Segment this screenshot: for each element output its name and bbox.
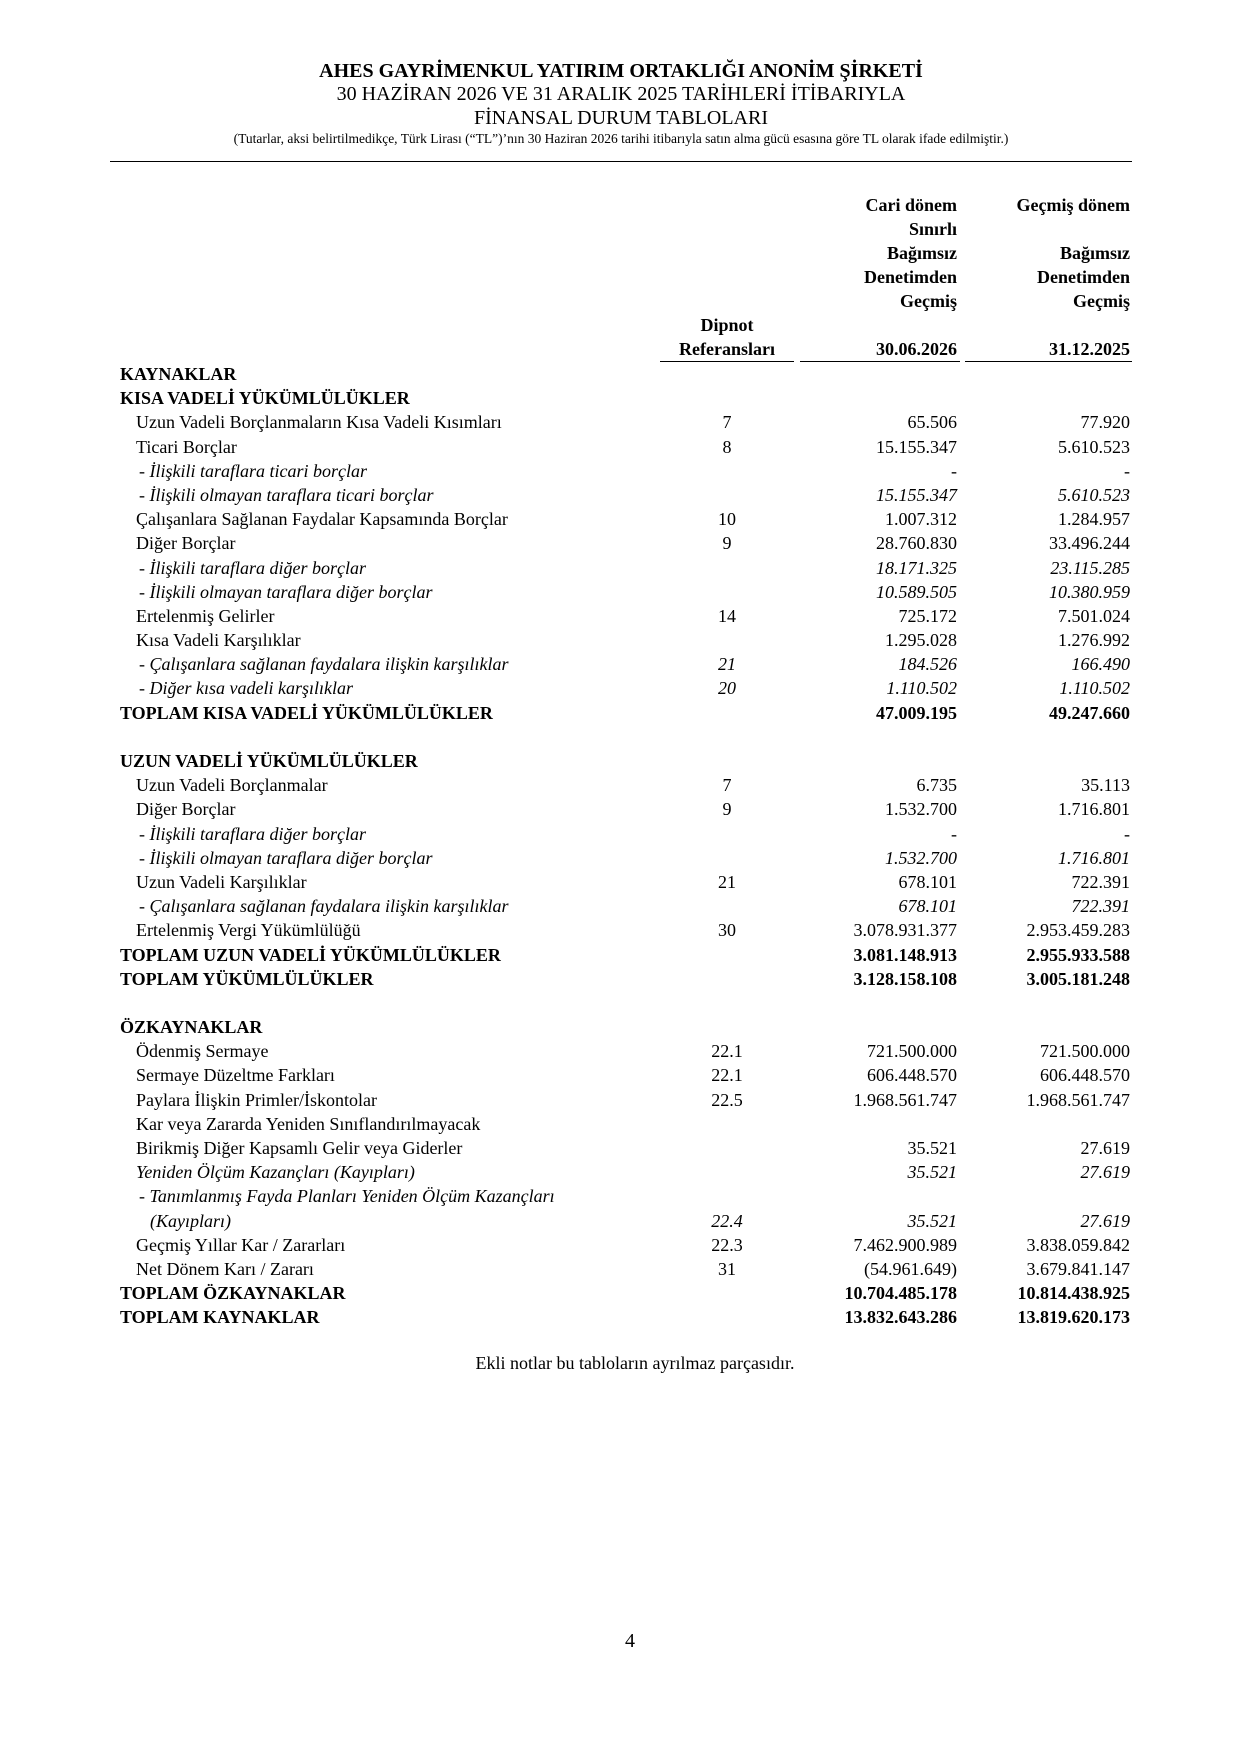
row-previous-value: 722.391	[1071, 896, 1130, 917]
row-note-ref: 22.4	[711, 1210, 743, 1231]
row-current-value: 725.172	[898, 605, 957, 626]
row-label: Birikmiş Diğer Kapsamlı Gelir veya Giderler	[136, 1138, 463, 1158]
row-label: - Tanımlanmış Fayda Planları Yeniden Ölçüm Kazançları	[139, 1186, 555, 1207]
row-current-value: 184.526	[898, 654, 957, 675]
row-label: - İlişkili taraflara diğer borçlar	[139, 557, 366, 578]
note-heading-line: Dipnot	[700, 315, 754, 335]
section-heading-row	[0, 362, 1241, 386]
row-label: Kısa Vadeli Karşılıklar	[136, 630, 301, 651]
table-row	[0, 1063, 1241, 1087]
row-current-value: 28.760.830	[876, 533, 957, 554]
current-heading-line: Sınırlı	[908, 219, 957, 239]
row-label: Uzun Vadeli Borçlanmalar	[136, 775, 328, 796]
row-previous-value: 1.276.992	[1058, 630, 1130, 651]
row-current-value: 35.521	[907, 1162, 957, 1183]
row-previous-value: -	[1124, 823, 1130, 844]
table-row	[0, 507, 1241, 531]
table-row	[0, 797, 1241, 821]
row-label: TOPLAM KAYNAKLAR	[120, 1307, 320, 1328]
row-label: Ertelenmiş Vergi Yükümlülüğü	[136, 920, 361, 941]
row-previous-value: 10.380.959	[1049, 581, 1130, 602]
row-previous-value: 27.619	[1080, 1138, 1130, 1158]
previous-heading-line: Bağımsız	[1060, 243, 1130, 263]
row-current-value: 1.968.561.747	[853, 1089, 957, 1110]
table-row	[0, 435, 1241, 459]
section-heading-row	[0, 1015, 1241, 1039]
row-label: - Çalışanlara sağlanan faydalara ilişkin karşılıklar	[139, 654, 509, 675]
row-current-value: 678.101	[898, 871, 957, 892]
row-note-ref: 21	[718, 871, 736, 892]
table-row	[0, 1136, 1241, 1160]
table-row	[0, 531, 1241, 555]
table-row	[0, 1233, 1241, 1257]
row-label: - Diğer kısa vadeli karşılıklar	[139, 678, 353, 699]
row-label: Sermaye Düzeltme Farkları	[136, 1065, 335, 1086]
row-current-value: 3.081.148.913	[853, 944, 957, 965]
row-previous-value: 1.110.502	[1059, 678, 1130, 699]
note-reference-heading	[662, 313, 792, 361]
row-previous-value: 3.838.059.842	[1026, 1234, 1130, 1255]
table-row	[0, 846, 1241, 870]
row-note-ref: 22.1	[711, 1041, 743, 1062]
table-row	[0, 1257, 1241, 1281]
row-previous-value: 5.610.523	[1058, 436, 1130, 457]
table-row	[0, 1209, 1241, 1233]
total-row	[0, 1281, 1241, 1305]
current-date: 30.06.2026	[876, 339, 957, 359]
row-previous-value: 606.448.570	[1040, 1065, 1130, 1086]
table-row	[0, 1088, 1241, 1112]
row-current-value: 721.500.000	[867, 1041, 957, 1062]
row-label: Ertelenmiş Gelirler	[136, 605, 275, 626]
row-current-value: 35.521	[907, 1210, 957, 1231]
row-note-ref: 30	[718, 920, 736, 941]
row-current-value: 10.589.505	[876, 581, 957, 602]
row-note-ref: 21	[718, 654, 736, 675]
row-note-ref: 31	[718, 1258, 736, 1279]
total-row	[0, 701, 1241, 725]
row-label: TOPLAM KISA VADELİ YÜKÜMLÜLÜKLER	[120, 702, 493, 723]
previous-period-heading	[960, 193, 1130, 313]
row-label: TOPLAM ÖZKAYNAKLAR	[120, 1283, 346, 1304]
row-note-ref: 8	[722, 436, 732, 457]
row-label: Ticari Borçlar	[136, 436, 237, 457]
row-label: KISA VADELİ YÜKÜMLÜLÜKLER	[120, 388, 410, 409]
table-row	[0, 410, 1241, 434]
row-label: - Çalışanlara sağlanan faydalara ilişkin karşılıklar	[139, 896, 509, 917]
row-current-value: 1.110.502	[886, 678, 957, 699]
row-previous-value: 1.716.801	[1058, 799, 1130, 820]
spacer-row	[0, 725, 1241, 749]
table-row	[0, 894, 1241, 918]
current-heading-line: Geçmiş	[900, 291, 957, 311]
row-current-value: 1.532.700	[885, 799, 957, 820]
row-note-ref: 10	[718, 509, 736, 530]
table-row	[0, 822, 1241, 846]
row-current-value: -	[951, 460, 957, 481]
row-previous-value: 7.501.024	[1058, 605, 1130, 626]
balance-sheet-table	[0, 362, 1241, 1330]
row-current-value: 35.521	[907, 1138, 957, 1158]
row-label: Uzun Vadeli Karşılıklar	[136, 871, 307, 892]
note-heading-line: Referansları	[679, 339, 775, 359]
row-note-ref: 22.5	[711, 1089, 743, 1110]
statement-title: FİNANSAL DURUM TABLOLARI	[474, 107, 768, 129]
company-name: AHES GAYRİMENKUL YATIRIM ORTAKLIĞI ANONİM ŞİRKETİ	[319, 60, 923, 82]
row-previous-value: 1.284.957	[1058, 509, 1130, 530]
row-label: UZUN VADELİ YÜKÜMLÜLÜKLER	[120, 751, 418, 771]
table-row	[0, 580, 1241, 604]
row-previous-value: 2.953.459.283	[1026, 920, 1130, 941]
row-label: Ödenmiş Sermaye	[136, 1041, 269, 1062]
row-label: - İlişkili olmayan taraflara diğer borçlar	[139, 581, 433, 602]
row-label: Yeniden Ölçüm Kazançları (Kayıpları)	[136, 1162, 415, 1183]
table-row	[0, 556, 1241, 580]
row-previous-value: 27.619	[1080, 1210, 1130, 1231]
row-previous-value: 1.716.801	[1058, 847, 1130, 868]
row-label: ÖZKAYNAKLAR	[120, 1017, 263, 1038]
total-row	[0, 967, 1241, 991]
row-current-value: 3.128.158.108	[853, 968, 957, 989]
row-current-value: 678.101	[898, 896, 957, 917]
row-current-value: 15.155.347	[876, 436, 957, 457]
previous-date: 31.12.2025	[1049, 339, 1130, 359]
row-current-value: 15.155.347	[876, 484, 957, 505]
row-note-ref: 7	[722, 412, 732, 433]
row-current-value: 7.462.900.989	[853, 1234, 957, 1255]
table-row	[0, 676, 1241, 700]
row-previous-value: 5.610.523	[1058, 484, 1130, 505]
row-label: Kar veya Zararda Yeniden Sınıflandırılmayacak	[136, 1113, 481, 1134]
row-current-value: 18.171.325	[876, 557, 957, 578]
table-row	[0, 1160, 1241, 1184]
section-heading-row	[0, 749, 1241, 773]
row-label: TOPLAM YÜKÜMLÜLÜKLER	[120, 968, 374, 989]
table-row	[0, 459, 1241, 483]
row-previous-value: 23.115.285	[1050, 557, 1130, 578]
row-note-ref: 9	[722, 533, 732, 554]
row-previous-value: 2.955.933.588	[1026, 944, 1130, 965]
row-previous-value: 13.819.620.173	[1017, 1307, 1130, 1328]
row-current-value: -	[951, 823, 957, 844]
header-divider	[110, 161, 1132, 162]
row-current-value: 47.009.195	[876, 702, 957, 723]
row-note-ref: 7	[722, 775, 732, 796]
row-label: Uzun Vadeli Borçlanmaların Kısa Vadeli Kısımları	[136, 412, 502, 433]
row-previous-value: 1.968.561.747	[1026, 1089, 1130, 1110]
spacer-row	[0, 991, 1241, 1015]
row-label: Diğer Borçlar	[136, 799, 236, 820]
total-row	[0, 1305, 1241, 1329]
table-row	[0, 1112, 1241, 1136]
row-previous-value: 3.005.181.248	[1026, 968, 1130, 989]
row-current-value: 606.448.570	[867, 1065, 957, 1086]
row-label: Paylara İlişkin Primler/İskontolar	[136, 1089, 377, 1110]
table-row	[0, 604, 1241, 628]
page-number: 4	[625, 1630, 635, 1652]
row-label: Net Dönem Karı / Zararı	[136, 1258, 314, 1279]
footer-note: Ekli notlar bu tabloların ayrılmaz parçasıdır.	[475, 1353, 795, 1373]
row-current-value: (54.961.649)	[864, 1258, 957, 1279]
currency-note: (Tutarlar, aksi belirtilmedikçe, Türk Lirası (“TL”)’nın 30 Haziran 2026 tarihi itibarıyla satın alma gücü esasına göre TL olarak ifade edilmiştir.)	[233, 131, 1009, 146]
total-row	[0, 943, 1241, 967]
table-row	[0, 870, 1241, 894]
row-note-ref: 14	[718, 605, 736, 626]
row-label: TOPLAM UZUN VADELİ YÜKÜMLÜLÜKLER	[120, 944, 501, 965]
previous-heading-line	[960, 217, 1130, 241]
row-label: KAYNAKLAR	[120, 364, 237, 384]
current-heading-line: Cari dönem	[865, 195, 957, 215]
table-row	[0, 1184, 1241, 1208]
row-label: Diğer Borçlar	[136, 533, 236, 554]
row-previous-value: 49.247.660	[1049, 702, 1130, 723]
previous-heading-line: Denetimden	[1037, 267, 1130, 287]
row-label: - İlişkili olmayan taraflara ticari borçlar	[139, 484, 434, 505]
current-period-heading	[800, 193, 957, 313]
row-current-value: 1.007.312	[885, 509, 957, 530]
row-note-ref: 22.3	[711, 1234, 743, 1255]
table-row	[0, 628, 1241, 652]
row-label: - İlişkili taraflara ticari borçlar	[139, 460, 367, 481]
row-current-value: 1.532.700	[885, 847, 957, 868]
row-current-value: 13.832.643.286	[844, 1307, 957, 1328]
table-row	[0, 1039, 1241, 1063]
row-current-value: 6.735	[916, 775, 957, 796]
table-row	[0, 918, 1241, 942]
row-label: Çalışanlara Sağlanan Faydalar Kapsamında Borçlar	[136, 509, 508, 530]
row-previous-value: 77.920	[1080, 412, 1130, 433]
row-previous-value: 33.496.244	[1049, 533, 1130, 554]
table-row	[0, 652, 1241, 676]
row-previous-value: -	[1124, 460, 1130, 481]
row-previous-value: 3.679.841.147	[1026, 1258, 1130, 1279]
section-heading-row	[0, 386, 1241, 410]
table-row	[0, 773, 1241, 797]
table-row	[0, 483, 1241, 507]
row-current-value: 65.506	[907, 412, 957, 433]
report-header	[110, 60, 1132, 148]
previous-heading-line: Geçmiş dönem	[1016, 195, 1130, 215]
row-previous-value: 722.391	[1071, 871, 1130, 892]
row-current-value: 10.704.485.178	[844, 1283, 957, 1304]
row-previous-value: 721.500.000	[1040, 1041, 1130, 1062]
row-previous-value: 166.490	[1071, 654, 1130, 675]
row-label: - İlişkili olmayan taraflara diğer borçlar	[139, 847, 433, 868]
row-note-ref: 22.1	[711, 1065, 743, 1086]
row-label: (Kayıpları)	[150, 1210, 231, 1231]
row-note-ref: 9	[722, 799, 732, 820]
row-previous-value: 35.113	[1081, 775, 1130, 796]
row-current-value: 1.295.028	[885, 630, 957, 651]
report-period: 30 HAZİRAN 2026 VE 31 ARALIK 2025 TARİHLERİ İTİBARIYLA	[336, 83, 906, 105]
row-previous-value: 27.619	[1080, 1162, 1130, 1183]
row-current-value: 3.078.931.377	[853, 920, 957, 941]
current-heading-line: Bağımsız	[887, 243, 957, 263]
previous-heading-line: Geçmiş	[1073, 291, 1130, 311]
current-heading-line: Denetimden	[864, 267, 957, 287]
row-previous-value: 10.814.438.925	[1017, 1283, 1130, 1304]
row-note-ref: 20	[718, 678, 736, 699]
row-label: Geçmiş Yıllar Kar / Zararları	[136, 1234, 346, 1255]
row-label: - İlişkili taraflara diğer borçlar	[139, 823, 366, 844]
